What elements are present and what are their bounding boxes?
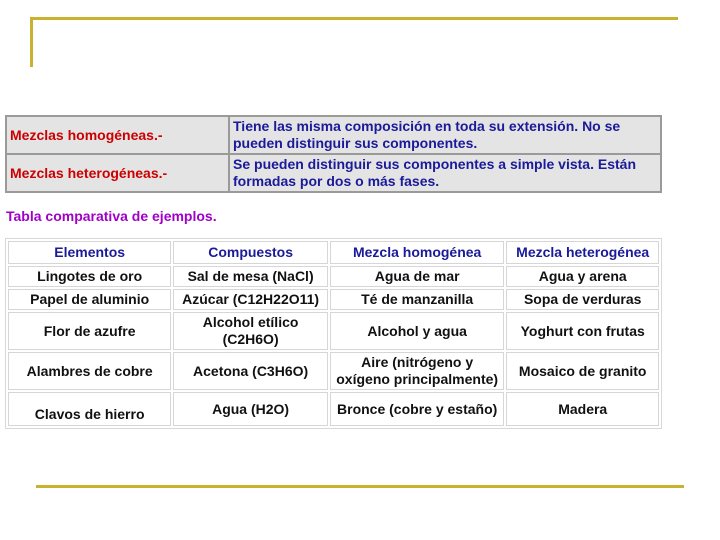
table-cell: Alcohol y agua	[330, 312, 505, 350]
comparison-table	[5, 238, 662, 429]
comparison-caption: Tabla comparativa de ejemplos.	[6, 208, 217, 224]
table-row	[8, 289, 659, 310]
table-cell: Flor de azufre	[8, 312, 171, 350]
header-compuestos: Compuestos	[173, 241, 328, 264]
table-cell: Té de manzanilla	[330, 289, 505, 310]
header-mezcla-homogenea: Mezcla homogénea	[330, 241, 505, 264]
table-row	[8, 352, 659, 390]
table-cell: Azúcar (C12H22O11)	[173, 289, 328, 310]
definition-term: Mezclas homogéneas.-	[7, 117, 228, 153]
table-cell: Agua (H2O)	[173, 392, 328, 426]
table-cell: Sopa de verduras	[506, 289, 659, 310]
table-cell: Agua de mar	[330, 266, 505, 287]
header-elementos: Elementos	[8, 241, 171, 264]
definition-description: Tiene las misma composición en toda su extensión. No se pueden distinguir sus componentes.	[230, 117, 660, 153]
top-left-decorative-line	[30, 17, 33, 67]
table-cell: Clavos de hierro	[8, 392, 171, 426]
bottom-decorative-line	[36, 485, 684, 488]
table-cell: Lingotes de oro	[8, 266, 171, 287]
definition-row	[7, 155, 660, 191]
table-cell: Alambres de cobre	[8, 352, 171, 390]
table-cell: Sal de mesa (NaCl)	[173, 266, 328, 287]
table-cell: Bronce (cobre y estaño)	[330, 392, 505, 426]
table-cell: Acetona (C3H6O)	[173, 352, 328, 390]
table-row	[8, 266, 659, 287]
table-cell: Agua y arena	[506, 266, 659, 287]
table-cell: Yoghurt con frutas	[506, 312, 659, 350]
top-decorative-line	[30, 17, 678, 20]
table-cell: Aire (nitrógeno y oxígeno principalmente)	[330, 352, 505, 390]
table-row	[8, 392, 659, 426]
table-cell: Mosaico de granito	[506, 352, 659, 390]
definition-description: Se pueden distinguir sus componentes a simple vista. Están formadas por dos o más fases.	[230, 155, 660, 191]
definitions-table	[5, 115, 662, 193]
table-cell: Madera	[506, 392, 659, 426]
header-mezcla-heterogenea: Mezcla heterogénea	[506, 241, 659, 264]
table-row	[8, 312, 659, 350]
definition-row	[7, 117, 660, 153]
definition-term: Mezclas heterogéneas.-	[7, 155, 228, 191]
table-cell: Papel de aluminio	[8, 289, 171, 310]
table-cell: Alcohol etílico (C2H6O)	[173, 312, 328, 350]
comparison-header-row	[8, 241, 659, 264]
